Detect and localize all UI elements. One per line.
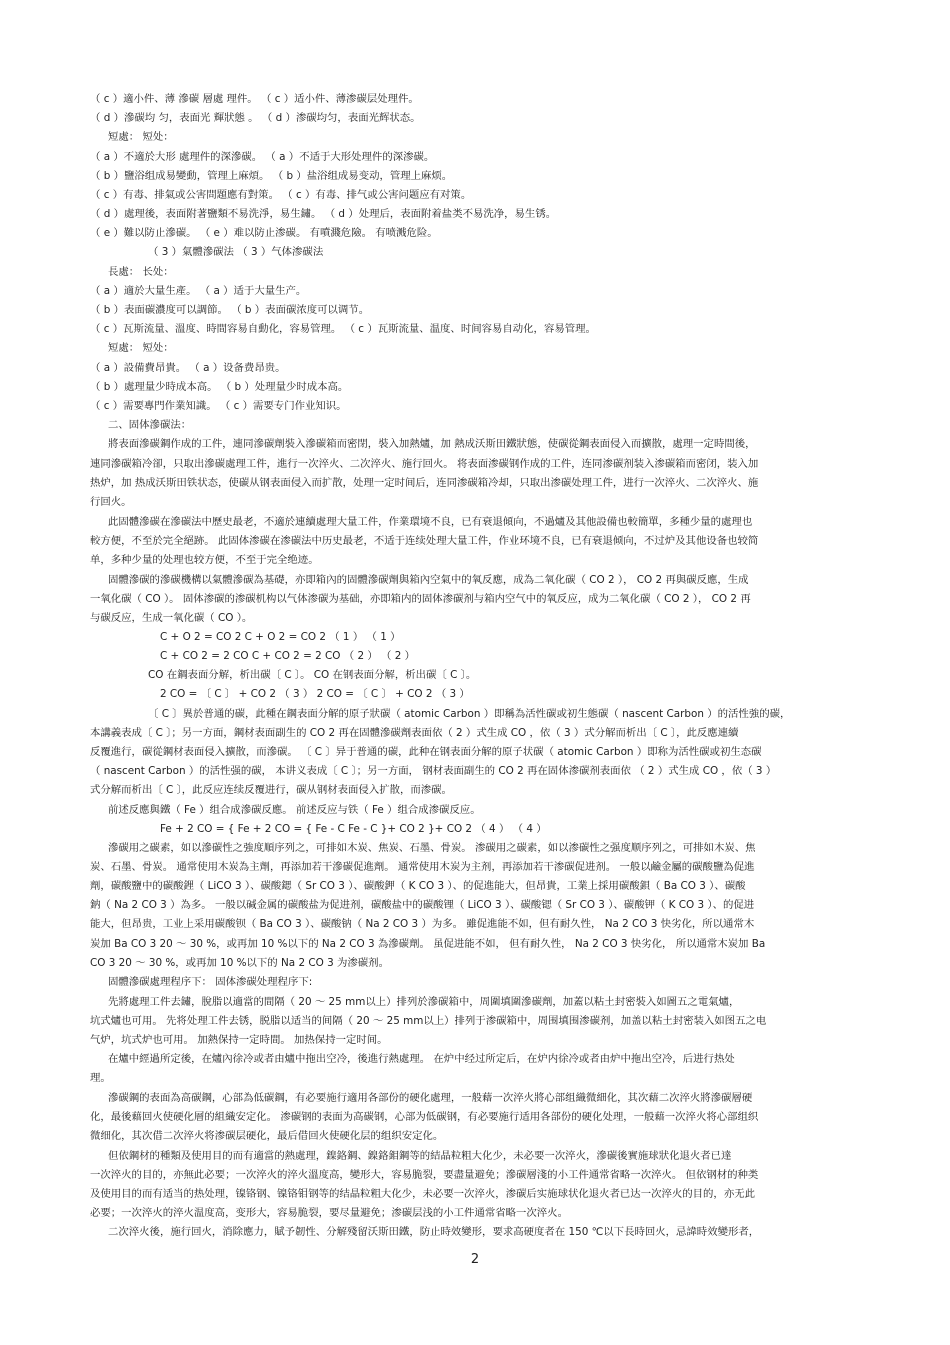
text-line: 短處： 短处： <box>108 342 174 354</box>
text-line: 固體滲碳處理程序下： 固体渗碳处理程序下: <box>108 976 313 988</box>
text-line: 一氧化碳（ CO ）。 固体渗碳的渗碳机构以气体渗碳为基础，亦即箱内的固体渗碳剂与箱内空气中的氧反应，成为二氧化碳（ CO 2 ）， CO 2 再 <box>90 593 751 605</box>
text-line: （ e ）難以防止滲碳。 （ e ）难以防止渗碳。 有噴濺危險。 有喷溅危险。 <box>90 227 438 239</box>
equation-line: C + O 2 = CO 2 C + O 2 = CO 2 （ 1 ） （ 1 ） <box>160 631 401 643</box>
text-line: （ d ）處理後，表面附著鹽類不易洗淨，易生鏽。 （ d ）处理后，表面附着盐类不易洗净，易生锈。 <box>90 208 557 220</box>
text-line: 化，最後藉回火使硬化層的組織安定化。 渗碳钢的表面为高碳钢，心部为低碳钢，有必要施行适用各部份的硬化处理，一般藉一次淬火将心部组织 <box>90 1111 759 1123</box>
text-line: 与碳反应，生成一氧化碳（ CO ）。 <box>90 612 253 624</box>
text-line: 較方便，不至於完全絕跡。 此固体渗碳在渗碳法中历史最老，不适于连续处理大量工件，作业环境不良，已有衰退倾向，不过炉及其他设备也较简 <box>90 535 759 547</box>
text-line: 固體滲碳的滲碳機構以氣體滲碳為基礎，亦即箱內的固體滲碳劑與箱內空氣中的氧反應，成為二氧化碳（ CO 2 ）， CO 2 再與碳反應，生成 <box>108 574 749 586</box>
text-line: 此固體滲碳在滲碳法中歷史最老，不適於連續處理大量工件，作業環境不良，已有衰退傾向，不過爐及其他設備也較簡單，多種少量的處理也 <box>108 516 753 528</box>
text-line: CO 在鋼表面分解，析出碳〔 C 〕。 CO 在钢表面分解，析出碳〔 C 〕。 <box>148 669 477 681</box>
text-line: 滲碳鋼的表面為高碳鋼，心部為低碳鋼，有必要施行適用各部份的硬化處理，一般藉一次淬火將心部组織微細化，其次藉二次淬火將滲碳層硬 <box>108 1092 753 1104</box>
text-line: 及使用目的而有适当的热处理，镍铬钢、镍铬钼钢等的结晶粒粗大化少，未必要一次淬火，渗碳后实施球状化退火者已达一次淬火的目的，亦无此 <box>90 1188 755 1200</box>
text-line: （ b ）處理量少時成本高。 （ b ）处理量少时成本高。 <box>90 381 349 393</box>
text-line: 短處： 短处： <box>108 131 174 143</box>
text-line: （ nascent Carbon ）的活性强的碳， 本讲义表成〔 C 〕；另一方面， 钢材表面副生的 CO 2 再在固体渗碳剂表面依 （ 2 ）式生成 CO ，依（ 3 ） <box>90 765 777 777</box>
text-line: 長處： 长处： <box>108 266 174 278</box>
text-line: 〔 C 〕異於普通的碳，此種在鋼表面分解的原子狀碳（ atomic Carbon ）即稱為活性碳或初生態碳（ nascent Carbon ）的活性強的碳， <box>148 708 791 720</box>
section-heading: 二、固体滲碳法： <box>108 419 192 431</box>
text-line: （ 3 ）氣體滲碳法 （ 3 ）气体渗碳法 <box>148 246 324 258</box>
text-line: CO 3 20 ～ 30 %，或再加 10 %以下的 Na 2 CO 3 为渗碳剂。 <box>90 957 389 969</box>
text-line: 本講義表成〔 C 〕；另一方面，鋼材表面副生的 CO 2 再在固體滲碳劑表面依（ 2 ）式生成 CO ，依（ 3 ）式分解而析出〔 C 〕，此反應連續 <box>90 727 739 739</box>
equation-line: Fe + 2 CO = { Fe + 2 CO = { Fe - C Fe - C }+ CO 2 }+ CO 2 （ 4 ） （ 4 ） <box>160 823 547 835</box>
text-line: （ a ）設備費昂貴。 （ a ）设备费昂贵。 <box>90 362 286 374</box>
equation-line: C + CO 2 = 2 CO C + CO 2 = 2 CO （ 2 ） （ 2 ） <box>160 650 416 662</box>
text-line: 气炉，坑式炉也可用。 加熱保持一定時間。 加热保持一定时间。 <box>90 1034 388 1046</box>
text-line: （ c ）有毒、排氣或公害問題應有對策。 （ c ）有毒、排气或公害问题应有对策。 <box>90 189 472 201</box>
text-line: 連同滲碳箱冷卻，只取出滲碳處理工件，進行一次淬火、二次淬火、施行回火。 将表面渗碳钢作成的工件，连同渗碳剂装入渗碳箱而密闭，装入加 <box>90 458 759 470</box>
text-line: 反覆進行，碳從鋼材表面侵入擴散，而滲碳。 〔 C 〕异于普通的碳，此种在钢表面分解的原子状碳（ atomic Carbon ）即称为活性碳或初生态碳 <box>90 746 762 758</box>
text-line: 炭加 Ba CO 3 20 ～ 30 %，或再加 10 %以下的 Na 2 CO 3 為滲碳劑。 虽促进能不如， 但有耐久性， Na 2 CO 3 快劣化， 所以通常木炭加 Ba <box>90 938 766 950</box>
text-line: 坑式爐也可用。 先将处理工件去锈，脱脂以适当的间隔（ 20 ～ 25 mm以上）排列于渗碳箱中，周围填围渗碳剂，加盖以粘土封密装入如图五之电 <box>90 1015 767 1027</box>
text-line: 行回火。 <box>90 496 132 508</box>
text-line: 炭、石墨、骨炭。 通常使用木炭為主劑，再添加若干滲碳促進劑。 通常使用木炭为主剂，再添加若干渗碳促进剂。 一般以鹼金屬的碳酸鹽為促進 <box>90 861 755 873</box>
text-line: （ b ）鹽浴组成易變動，管理上麻煩。 （ b ）盐浴组成易变动，管理上麻烦。 <box>90 170 453 182</box>
text-line: （ b ）表面碳濃度可以調節。 （ b ）表面碳浓度可以调节。 <box>90 304 370 316</box>
text-line: （ a ）適於大量生產。 （ a ）适于大量生产。 <box>90 285 307 297</box>
equation-line: 2 CO = 〔 C 〕 + CO 2 （ 3 ） 2 CO = 〔 C 〕 + CO 2 （ 3 ） <box>160 688 470 700</box>
text-line: 微细化，其次借二次淬火将渗碳层硬化，最后借回火使硬化层的组织安定化。 <box>90 1130 444 1142</box>
text-line: （ c ）適小件、薄 滲碳 層處 理件。 （ c ）适小件、薄渗碳层处理件。 <box>90 93 419 105</box>
text-line: 但依鋼材的種類及使用目的而有適當的熱處理，鎳鉻鋼、鎳鉻鉬鋼等的結晶粒粗大化少，未必要一次淬火，滲碳後實施球狀化退火者已達 <box>108 1150 732 1162</box>
text-line: 先將處理工件去鏽，脫脂以適當的間隔（ 20 ～ 25 mm以上）排列於滲碳箱中，周圍填圍滲碳劑，加蓋以粘土封密裝入如圖五之電氣爐， <box>108 996 740 1008</box>
text-line: 將表面滲碳鋼作成的工件，連同滲碳劑裝入滲碳箱而密閉，裝入加熱爐，加 熱成沃斯田鐵狀態，使碳從鋼表面侵入而擴散，處理一定時間後， <box>108 438 756 450</box>
text-line: 热炉，加 热成沃斯田铁状态，使碳从钢表面侵入而扩散，处理一定时间后，连同渗碳箱冷却，只取出渗碳处理工件，进行一次淬火、二次淬火、施 <box>90 477 759 489</box>
text-line: 滲碳用之碳素，如以滲碳性之強度順序列之，可排如木炭、焦炭、石墨、骨炭。 渗碳用之碳素，如以渗碳性之强度顺序列之，可排如木炭、焦 <box>108 842 756 854</box>
text-line: 二次淬火後，施行回火，消除應力，賦予韌性、分解殘留沃斯田鐵，防止時效變形，要求高硬度者在 150 ℃以下長時回火，忌諱時效變形者， <box>108 1226 760 1238</box>
text-line: 能大，但昂贵，工业上采用碳酸钡（ Ba CO 3 ）、碳酸钠（ Na 2 CO 3 ）为多。 雖促進能不如，但有耐久性， Na 2 CO 3 快劣化，所以通常木 <box>90 918 755 930</box>
text-line: 劑，碳酸鹽中的碳酸鋰（ LiCO 3 ）、碳酸鍶（ Sr CO 3 ）、碳酸鉀（ K CO 3 ）、的促進能大，但昂貴，工業上採用碳酸鋇（ Ba CO 3 ）、碳酸 <box>90 880 746 892</box>
text-line: （ d ）滲碳均 匀，表面光 輝狀態 。 （ d ）渗碳均匀，表面光辉状态。 <box>90 112 421 124</box>
text-line: 单，多种少量的处理也较方便，不至于完全绝迹。 <box>90 554 319 566</box>
text-line: （ c ）需要專門作業知識。 （ c ）需要专门作业知识。 <box>90 400 347 412</box>
text-line: （ c ）瓦斯流量、溫度、時間容易自動化，容易管理。 （ c ）瓦斯流量、温度、时间容易自动化，容易管理。 <box>90 323 596 335</box>
text-line: （ a ）不適於大形 處理件的深滲碳。 （ a ）不适于大形处理件的深渗碳。 <box>90 151 435 163</box>
text-line: 理。 <box>90 1072 111 1084</box>
text-line: 鈉（ Na 2 CO 3 ）為多。 一般以碱金属的碳酸盐为促进剂，碳酸盐中的碳酸锂（ LiCO 3 ）、碳酸锶（ Sr CO 3 ）、碳酸钾（ K CO 3 ）、的促进 <box>90 899 755 911</box>
text-line: 一次淬火的目的，亦無此必要；一次淬火的淬火溫度高，變形大，容易脆裂，要盡量避免；滲碳層淺的小工件通常省略一次淬火。 但依钢材的种类 <box>90 1169 759 1181</box>
text-line: 式分解而析出〔 C 〕，此反应连续反覆进行，碳从钢材表面侵入扩散，而渗碳。 <box>90 784 452 796</box>
text-line: 前述反應與鐵（ Fe ）组合成滲碳反應。 前述反应与铁（ Fe ）组合成渗碳反应。 <box>108 804 481 816</box>
text-line: 在爐中經過所定後，在爐內徐冷或者由爐中拖出空冷，後進行熱處理。 在炉中经过所定后，在炉内徐冷或者由炉中拖出空冷，后进行热处 <box>108 1053 735 1065</box>
page-number: 2 <box>470 1252 480 1267</box>
text-line: 必要；一次淬火的淬火温度高，变形大，容易脆裂，要尽量避免；渗碳层浅的小工件通常省略一次淬火。 <box>90 1207 568 1219</box>
